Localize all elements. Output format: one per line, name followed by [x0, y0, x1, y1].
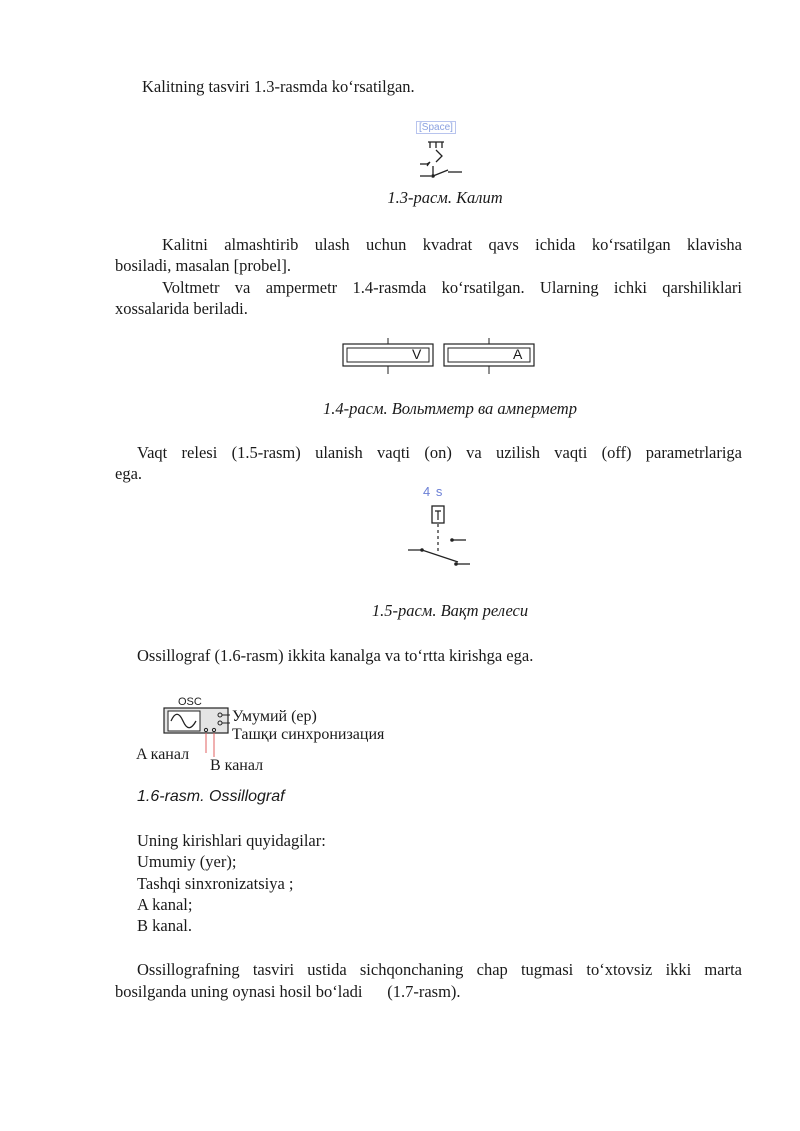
voltmeter — [342, 338, 434, 378]
relay-symbol — [400, 484, 480, 574]
paragraph-4-line-2: ega. — [115, 464, 143, 483]
key-label: [Space] — [416, 121, 456, 134]
ammeter-symbol: A — [513, 346, 523, 362]
paragraph-6-line-2: bosilganda uning oynasi hosil bo‘ladi (1.7-rasm). — [115, 982, 461, 1001]
figure-switch — [400, 118, 480, 188]
osc-label: OSC — [178, 696, 202, 708]
label-external-sync: Ташқи синхронизация — [232, 726, 385, 743]
list-item: A kanal; — [137, 895, 193, 914]
switch-symbol — [400, 118, 480, 188]
caption-fig-1-5: 1.5-расм. Вақт релеси — [371, 601, 529, 620]
list-item: Umumiy (yer); — [137, 852, 237, 871]
paragraph-3-line-2: xossalarida beriladi. — [115, 299, 248, 318]
list-item: B kanal. — [137, 916, 192, 935]
relay-time-label: 4 s — [423, 484, 444, 499]
voltmeter-symbol: V — [412, 346, 422, 362]
paragraph-1: Kalitning tasviri 1.3-rasmda ko‘rsatilgan. — [142, 77, 415, 96]
paragraph-4-line-1: Vaqt relesi (1.5-rasm) ulanish vaqti (on) va uzilish vaqti (off) parametrlariga — [137, 443, 742, 462]
paragraph-2-line-1: Kalitni almashtirib ulash uchun kvadrat qavs ichida ko‘rsatilgan klavisha — [162, 235, 742, 254]
label-channel-b: B канал — [210, 757, 264, 774]
paragraph-3-line-1: Voltmetr va ampermetr 1.4-rasmda ko‘rsatilgan. Ularning ichki qarshiliklari — [162, 278, 742, 297]
caption-fig-1-6: 1.6-rasm. Ossillograf — [137, 788, 285, 805]
caption-fig-1-4: 1.4-расм. Вольтметр ва амперметр — [323, 399, 577, 418]
label-channel-a: A канал — [136, 746, 190, 763]
label-common-ground: Умумий (ер) — [232, 708, 317, 725]
list-item: Tashqi sinxronizatsiya ; — [137, 874, 294, 893]
ammeter — [443, 338, 535, 378]
inputs-intro: Uning kirishlari quyidagilar: — [137, 831, 326, 850]
paragraph-6-line-1: Ossillografning tasviri ustida sichqonchaning chap tugmasi to‘xtovsiz ikki marta — [137, 960, 742, 979]
paragraph-2-line-2: bosiladi, masalan [probel]. — [115, 256, 291, 275]
paragraph-5: Ossillograf (1.6-rasm) ikkita kanalga va to‘rtta kirishga ega. — [137, 646, 534, 665]
figure-oscillograph — [130, 695, 450, 780]
caption-fig-1-3: 1.3-расм. Калит — [387, 188, 503, 207]
figure-time-relay — [400, 484, 480, 574]
